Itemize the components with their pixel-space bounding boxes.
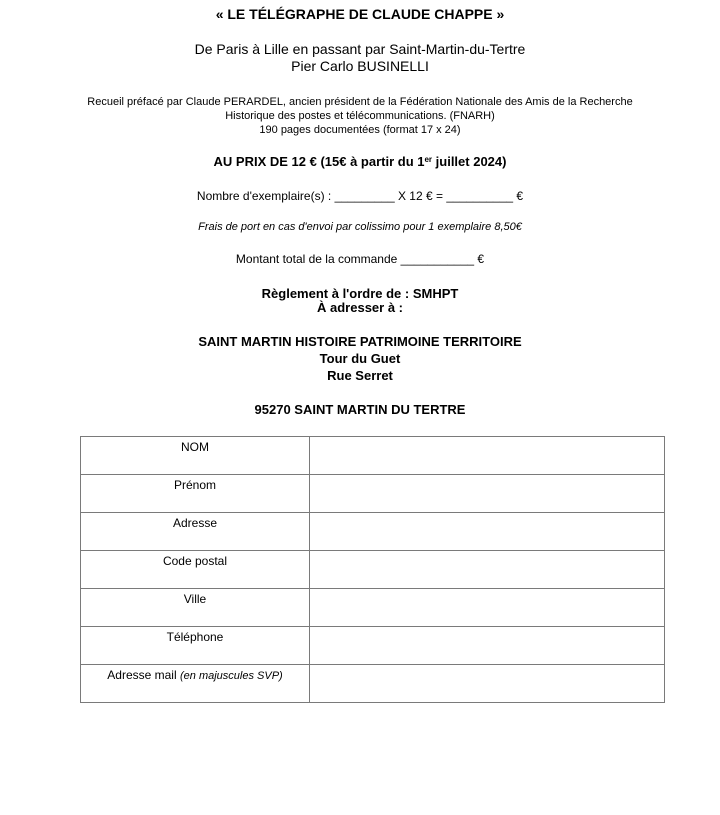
price-main: AU PRIX DE 12 € (15€ à partir du 1	[213, 154, 425, 169]
form-row-code-postal	[81, 551, 665, 589]
label-email-note: (en majuscules SVP)	[179, 670, 283, 682]
send-to-label: À adresser à :	[317, 300, 403, 315]
field-telephone[interactable]	[310, 627, 665, 665]
field-email[interactable]	[310, 665, 665, 703]
label-code-postal: Code postal	[81, 551, 310, 589]
field-code-postal[interactable]	[310, 551, 665, 589]
address-line-1: Tour du Guet	[319, 351, 401, 366]
label-adresse: Adresse	[81, 513, 310, 551]
document-title: « LE TÉLÉGRAPHE DE CLAUDE CHAPPE »	[215, 6, 505, 22]
shipping-line: Frais de port en cas d'envoi par colissimo pour 1 exemplaire 8,50€	[198, 221, 522, 233]
organization-name: SAINT MARTIN HISTOIRE PATRIMOINE TERRITOIRE	[198, 334, 522, 349]
field-nom[interactable]	[310, 437, 665, 475]
label-email-text: Adresse mail	[107, 668, 177, 682]
form-row-email	[81, 665, 665, 703]
label-email	[81, 665, 310, 703]
price-line	[0, 154, 720, 169]
description-line-2: Historique des postes et télécommunications. (FNARH)	[225, 110, 495, 122]
form-row-prenom	[81, 475, 665, 513]
total-line: Montant total de la commande ___________ €	[235, 252, 485, 266]
form-row-nom	[81, 437, 665, 475]
form-row-telephone	[81, 627, 665, 665]
field-prenom[interactable]	[310, 475, 665, 513]
form-row-adresse	[81, 513, 665, 551]
label-prenom: Prénom	[81, 475, 310, 513]
document-subtitle: De Paris à Lille en passant par Saint-Martin-du-Tertre	[194, 41, 526, 57]
price-superscript: er	[424, 155, 433, 164]
field-ville[interactable]	[310, 589, 665, 627]
price-end: juillet 2024)	[432, 154, 507, 169]
payment-order-to: Règlement à l'ordre de : SMHPT	[261, 286, 459, 301]
quantity-line: Nombre d'exemplaire(s) : _________ X 12 € = __________ €	[196, 189, 524, 203]
description-line-3: 190 pages documentées (format 17 x 24)	[259, 124, 461, 136]
customer-form-table	[80, 436, 665, 703]
form-row-ville	[81, 589, 665, 627]
author-name: Pier Carlo BUSINELLI	[291, 58, 429, 74]
label-nom: NOM	[81, 437, 310, 475]
label-ville: Ville	[81, 589, 310, 627]
address-line-2: Rue Serret	[327, 368, 393, 383]
field-adresse[interactable]	[310, 513, 665, 551]
description-line-1: Recueil préfacé par Claude PERARDEL, ancien président de la Fédération Nationale des Amis de la Recherche	[87, 96, 633, 108]
label-telephone: Téléphone	[81, 627, 310, 665]
address-city: 95270 SAINT MARTIN DU TERTRE	[254, 402, 466, 417]
